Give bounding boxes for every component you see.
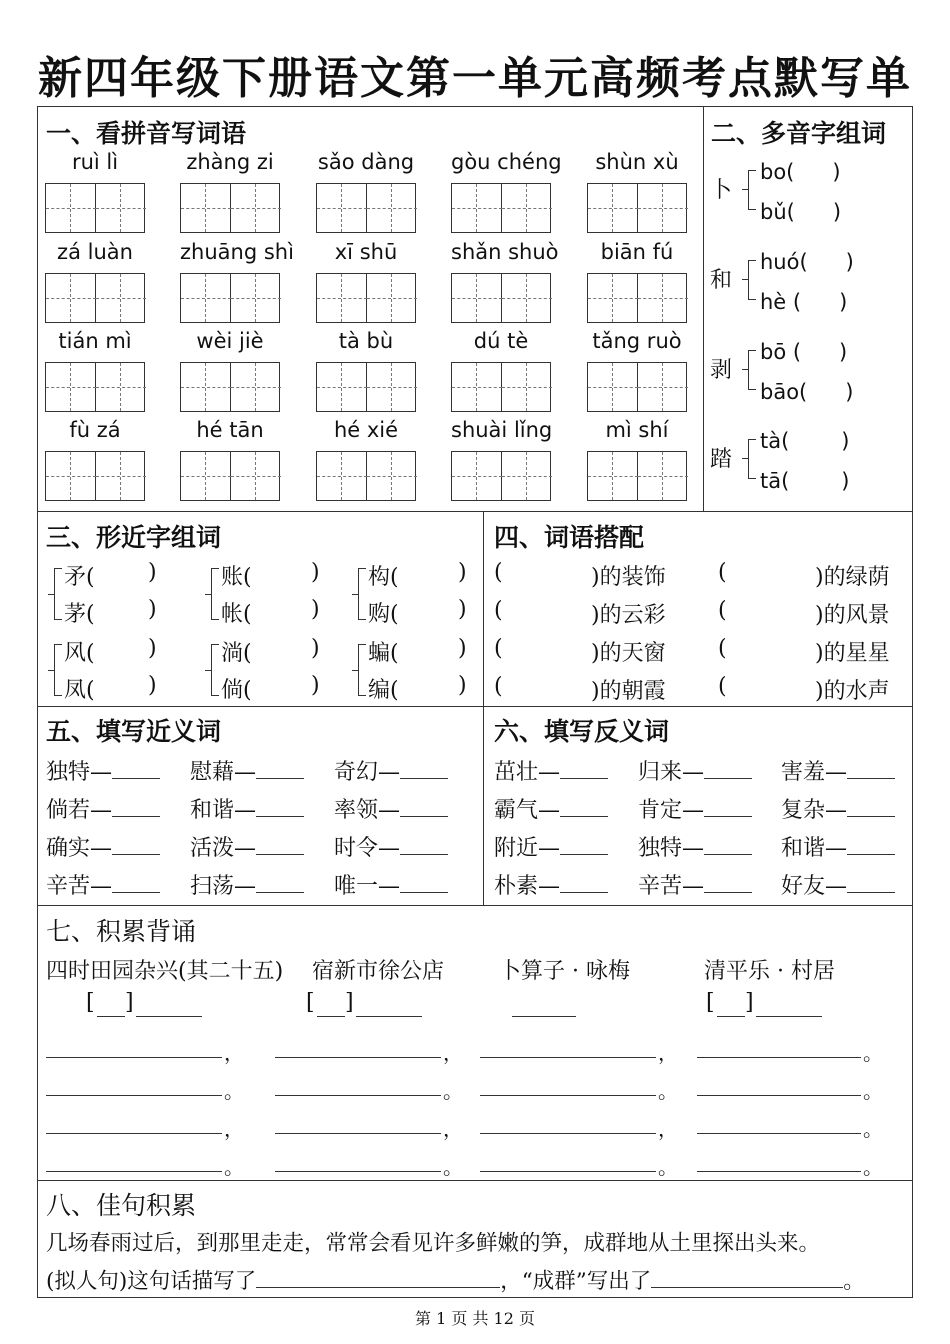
writing-grid[interactable] bbox=[45, 183, 145, 233]
divider bbox=[38, 905, 912, 906]
punctuation: 。 bbox=[658, 1079, 678, 1103]
recite-blank[interactable] bbox=[275, 1133, 441, 1134]
punctuation: 。 bbox=[863, 1155, 883, 1179]
collocation-item: )的风景 bbox=[815, 603, 890, 628]
brace bbox=[54, 568, 62, 620]
word-label: 扫荡— bbox=[190, 874, 257, 899]
writing-grid[interactable] bbox=[180, 362, 280, 412]
answer-blank[interactable] bbox=[704, 778, 752, 779]
word-blank-item bbox=[46, 755, 160, 786]
punctuation: ， bbox=[658, 1117, 678, 1141]
reading-label: tà( bbox=[760, 429, 790, 453]
poem-title: 清平乐 · 村居 bbox=[704, 959, 835, 984]
pinyin-label: shuài lǐng bbox=[451, 418, 553, 442]
brace bbox=[54, 644, 62, 696]
collocation-item[interactable]: ( bbox=[718, 560, 727, 585]
similar-char: 茅( bbox=[64, 602, 95, 627]
pinyin-label: sǎo dàng bbox=[317, 150, 415, 174]
word-label: 复杂— bbox=[781, 798, 848, 823]
writing-grid[interactable] bbox=[451, 451, 551, 501]
polyphone-char: 剥 bbox=[710, 358, 733, 383]
question-line bbox=[46, 1264, 865, 1295]
pinyin-label: hé xié bbox=[333, 418, 399, 442]
word-blank-item bbox=[638, 869, 752, 900]
collocation-word: 的水声 bbox=[823, 679, 890, 704]
recite-blank[interactable] bbox=[697, 1095, 861, 1096]
writing-grid[interactable] bbox=[587, 183, 687, 233]
answer-blank[interactable] bbox=[400, 892, 448, 893]
punctuation: ， bbox=[224, 1117, 244, 1141]
similar-char: 凤( bbox=[64, 678, 95, 703]
answer-blank[interactable] bbox=[560, 892, 608, 893]
collocation-item: )的绿荫 bbox=[815, 565, 890, 590]
recite-blank[interactable] bbox=[275, 1095, 441, 1096]
word-blank[interactable] bbox=[64, 597, 95, 628]
pinyin-label: fù zá bbox=[69, 418, 121, 442]
question-part-a: (拟人句)这句话描写了 bbox=[46, 1269, 257, 1294]
section-header: 六、填写反义词 bbox=[494, 717, 670, 746]
word-blank-item bbox=[190, 869, 304, 900]
collocation-item[interactable]: ( bbox=[718, 674, 727, 699]
word-blank-item bbox=[334, 755, 448, 786]
answer-blank[interactable] bbox=[560, 854, 608, 855]
author-blank[interactable] bbox=[512, 1016, 576, 1017]
answer-blank[interactable] bbox=[112, 816, 160, 817]
similar-char: 风( bbox=[64, 641, 95, 666]
collocation-word: 的风景 bbox=[823, 603, 890, 628]
pinyin-label: hé tān bbox=[196, 418, 264, 442]
word-blank-item bbox=[781, 831, 895, 862]
recite-blank[interactable] bbox=[480, 1095, 656, 1096]
collocation-item[interactable]: ( bbox=[718, 598, 727, 623]
section-header: 八、佳句积累 bbox=[46, 1191, 197, 1220]
paren-close: ) bbox=[311, 597, 320, 622]
brace-tip bbox=[205, 594, 212, 595]
recite-blank[interactable] bbox=[697, 1057, 861, 1058]
similar-char: 倘( bbox=[221, 678, 252, 703]
similar-char: 矛( bbox=[64, 565, 95, 590]
answer-blank[interactable] bbox=[560, 816, 608, 817]
word-blank-item bbox=[781, 755, 895, 786]
section-header: 三、形近字组词 bbox=[46, 523, 222, 552]
word-blank-item bbox=[46, 831, 160, 862]
brace-tip bbox=[742, 369, 749, 370]
collocation-item: )的天窗 bbox=[591, 641, 666, 666]
word-blank[interactable] bbox=[368, 597, 399, 628]
example-sentence: 几场春雨过后，到那里走走，常常会看见许多鲜嫩的笋，成群地从土里探出头来。 bbox=[46, 1231, 821, 1256]
page-title: 新四年级下册语文第一单元高频考点默写单 bbox=[38, 53, 912, 104]
writing-grid[interactable] bbox=[316, 273, 416, 323]
section-header: 七、积累背诵 bbox=[46, 917, 197, 946]
paren-close: ) bbox=[458, 636, 467, 661]
answer-blank[interactable] bbox=[400, 854, 448, 855]
pinyin-label: wèi jiè bbox=[196, 329, 264, 353]
word-label: 和谐— bbox=[190, 798, 257, 823]
section-header: 五、填写近义词 bbox=[46, 717, 222, 746]
collocation-item: )的装饰 bbox=[591, 565, 666, 590]
answer-blank[interactable] bbox=[256, 892, 304, 893]
pinyin-label: biān fú bbox=[600, 240, 674, 264]
answer-blank[interactable] bbox=[400, 778, 448, 779]
polyphone-char: 和 bbox=[710, 268, 733, 293]
word-label: 霸气— bbox=[494, 798, 561, 823]
brace-tip bbox=[48, 594, 55, 595]
brace bbox=[748, 350, 756, 390]
punctuation: ， bbox=[224, 1041, 244, 1065]
reading-label: bǔ( bbox=[760, 200, 795, 224]
collocation-word: 的天窗 bbox=[599, 641, 666, 666]
collocation-item[interactable]: ( bbox=[494, 674, 503, 699]
divider bbox=[38, 511, 912, 512]
writing-grid[interactable] bbox=[451, 273, 551, 323]
answer-blank[interactable] bbox=[847, 854, 895, 855]
word-blank[interactable] bbox=[368, 560, 399, 591]
dynasty-bracket-close: ] bbox=[745, 990, 754, 1015]
collocation-item: )的朝霞 bbox=[591, 679, 666, 704]
writing-grid[interactable] bbox=[45, 273, 145, 323]
word-label: 辛苦— bbox=[638, 874, 705, 899]
page-footer: 第 1 页 共 12 页 bbox=[415, 1309, 535, 1328]
punctuation: 。 bbox=[443, 1079, 463, 1103]
word-label: 率领— bbox=[334, 798, 401, 823]
word-label: 唯一— bbox=[334, 874, 401, 899]
word-blank-item bbox=[334, 831, 448, 862]
word-blank-item bbox=[334, 869, 448, 900]
collocation-item: )的星星 bbox=[815, 641, 890, 666]
word-blank-item bbox=[190, 793, 304, 824]
brace-tip bbox=[48, 670, 55, 671]
word-label: 害羞— bbox=[781, 760, 848, 785]
answer-blank[interactable] bbox=[400, 816, 448, 817]
polyphone-blank[interactable]: tà( ) bbox=[760, 429, 850, 453]
pinyin-label: zhàng zi bbox=[186, 150, 274, 174]
writing-grid[interactable] bbox=[180, 451, 280, 501]
reading-label: bāo( bbox=[760, 380, 808, 404]
pinyin-label: xī shū bbox=[334, 240, 398, 264]
writing-grid[interactable] bbox=[587, 362, 687, 412]
similar-char: 帐( bbox=[221, 602, 252, 627]
paren-close: ) bbox=[148, 560, 157, 585]
pinyin-label: ruì lì bbox=[71, 150, 119, 174]
collocation-word: 的云彩 bbox=[599, 603, 666, 628]
divider bbox=[38, 706, 912, 707]
answer-blank[interactable] bbox=[112, 854, 160, 855]
answer-blank[interactable] bbox=[256, 816, 304, 817]
collocation-word: 的绿荫 bbox=[823, 565, 890, 590]
answer-blank[interactable] bbox=[651, 1287, 843, 1288]
recite-blank[interactable] bbox=[697, 1133, 861, 1134]
paren-close: ) bbox=[148, 673, 157, 698]
author-blank[interactable] bbox=[356, 1016, 422, 1017]
writing-grid[interactable] bbox=[587, 451, 687, 501]
word-label: 慰藉— bbox=[190, 760, 257, 785]
punctuation: 。 bbox=[863, 1079, 883, 1103]
similar-char: 编( bbox=[368, 678, 399, 703]
word-blank-item bbox=[190, 831, 304, 862]
answer-blank[interactable] bbox=[256, 1287, 500, 1288]
brace bbox=[211, 644, 219, 696]
polyphone-blank[interactable]: hè ( ) bbox=[760, 290, 848, 314]
word-blank[interactable] bbox=[64, 560, 95, 591]
word-blank-item bbox=[494, 755, 608, 786]
punctuation: 。 bbox=[658, 1155, 678, 1179]
word-label: 独特— bbox=[638, 836, 705, 861]
pinyin-label: zhuāng shì bbox=[180, 240, 294, 264]
writing-grid[interactable] bbox=[45, 362, 145, 412]
section-header: 二、多音字组词 bbox=[711, 119, 887, 148]
word-blank-item bbox=[494, 831, 608, 862]
pinyin-label: mì shí bbox=[605, 418, 669, 442]
collocation-item[interactable]: ( bbox=[494, 598, 503, 623]
word-label: 奇幻— bbox=[334, 760, 401, 785]
collocation-word: 的星星 bbox=[823, 641, 890, 666]
word-blank[interactable] bbox=[221, 673, 252, 704]
word-label: 确实— bbox=[46, 836, 113, 861]
poem-title: 四时田园杂兴(其二十五) bbox=[46, 959, 284, 984]
punctuation: ， bbox=[443, 1041, 463, 1065]
brace-tip bbox=[352, 670, 359, 671]
polyphone-blank[interactable]: bǔ( ) bbox=[760, 200, 842, 224]
pinyin-label: tà bù bbox=[338, 329, 394, 353]
pinyin-label: tián mì bbox=[58, 329, 132, 353]
punctuation: 。 bbox=[224, 1079, 244, 1103]
word-blank[interactable] bbox=[221, 597, 252, 628]
punctuation: 。 bbox=[863, 1041, 883, 1065]
word-blank-item bbox=[494, 869, 608, 900]
collocation-item[interactable]: ( bbox=[718, 636, 727, 661]
polyphone-blank[interactable]: tā( ) bbox=[760, 469, 850, 493]
similar-char: 购( bbox=[368, 602, 399, 627]
punctuation: ， bbox=[658, 1041, 678, 1065]
punctuation: ， bbox=[443, 1117, 463, 1141]
paren-close: ) bbox=[458, 597, 467, 622]
writing-grid[interactable] bbox=[451, 362, 551, 412]
word-blank-item bbox=[781, 869, 895, 900]
reading-label: bō ( bbox=[760, 340, 802, 364]
brace-tip bbox=[205, 670, 212, 671]
writing-grid[interactable] bbox=[180, 273, 280, 323]
pinyin-label: shùn xù bbox=[595, 150, 679, 174]
answer-blank[interactable] bbox=[112, 778, 160, 779]
brace bbox=[211, 568, 219, 620]
paren-close: ) bbox=[311, 673, 320, 698]
answer-blank[interactable] bbox=[847, 816, 895, 817]
writing-grid[interactable] bbox=[316, 183, 416, 233]
word-label: 独特— bbox=[46, 760, 113, 785]
recite-blank[interactable] bbox=[275, 1057, 441, 1058]
reading-label: hè ( bbox=[760, 290, 802, 314]
word-blank-item bbox=[781, 793, 895, 824]
punctuation: 。 bbox=[863, 1117, 883, 1141]
writing-grid[interactable] bbox=[316, 362, 416, 412]
polyphone-char: 踏 bbox=[710, 447, 733, 472]
dynasty-blank[interactable] bbox=[97, 1016, 125, 1017]
word-label: 活泼— bbox=[190, 836, 257, 861]
dynasty-bracket-open: [ bbox=[706, 990, 715, 1015]
punctuation: 。 bbox=[224, 1155, 244, 1179]
brace-tip bbox=[742, 458, 749, 459]
collocation-item[interactable]: ( bbox=[494, 636, 503, 661]
answer-blank[interactable] bbox=[847, 892, 895, 893]
answer-blank[interactable] bbox=[704, 816, 752, 817]
word-label: 好友— bbox=[781, 874, 848, 899]
recite-blank[interactable] bbox=[46, 1095, 222, 1096]
writing-grid[interactable] bbox=[587, 273, 687, 323]
polyphone-blank[interactable]: bāo( ) bbox=[760, 380, 854, 404]
brace-tip bbox=[742, 279, 749, 280]
recite-blank[interactable] bbox=[46, 1133, 222, 1134]
word-label: 肯定— bbox=[638, 798, 705, 823]
collocation-word: 的装饰 bbox=[599, 565, 666, 590]
word-blank-item bbox=[494, 793, 608, 824]
question-part-b: ，“成群”写出了 bbox=[500, 1269, 652, 1294]
word-blank[interactable] bbox=[368, 636, 399, 667]
word-label: 茁壮— bbox=[494, 760, 561, 785]
word-blank-item bbox=[638, 755, 752, 786]
poem-title: 宿新市徐公店 bbox=[312, 959, 445, 984]
word-label: 和谐— bbox=[781, 836, 848, 861]
brace-tip bbox=[352, 594, 359, 595]
reading-label: bo( bbox=[760, 160, 795, 184]
collocation-item: )的云彩 bbox=[591, 603, 666, 628]
poem-title: 卜算子 · 咏梅 bbox=[499, 959, 630, 984]
word-label: 倘若— bbox=[46, 798, 113, 823]
dynasty-bracket-open: [ bbox=[306, 990, 315, 1015]
word-blank-item bbox=[334, 793, 448, 824]
punctuation: 。 bbox=[443, 1155, 463, 1179]
recite-blank[interactable] bbox=[46, 1171, 222, 1172]
reading-label: huó( bbox=[760, 250, 808, 274]
brace bbox=[748, 260, 756, 300]
dynasty-blank[interactable] bbox=[717, 1016, 745, 1017]
pinyin-label: shǎn shuò bbox=[451, 240, 559, 264]
paren-close: ) bbox=[311, 636, 320, 661]
similar-char: 淌( bbox=[221, 641, 252, 666]
writing-grid[interactable] bbox=[451, 183, 551, 233]
brace bbox=[358, 568, 366, 620]
word-blank-item bbox=[638, 793, 752, 824]
word-blank-item bbox=[46, 793, 160, 824]
brace bbox=[748, 170, 756, 210]
answer-blank[interactable] bbox=[112, 892, 160, 893]
pinyin-label: tǎng ruò bbox=[592, 329, 682, 353]
recite-blank[interactable] bbox=[480, 1171, 656, 1172]
word-blank[interactable] bbox=[64, 636, 95, 667]
answer-blank[interactable] bbox=[847, 778, 895, 779]
recite-blank[interactable] bbox=[275, 1171, 441, 1172]
word-label: 归来— bbox=[638, 760, 705, 785]
similar-char: 蝙( bbox=[368, 641, 399, 666]
section-header: 四、词语搭配 bbox=[494, 523, 645, 552]
similar-char: 账( bbox=[221, 565, 252, 590]
word-blank[interactable] bbox=[221, 560, 252, 591]
dynasty-blank[interactable] bbox=[317, 1016, 345, 1017]
paren-close: ) bbox=[311, 560, 320, 585]
word-label: 附近— bbox=[494, 836, 561, 861]
word-blank[interactable] bbox=[221, 636, 252, 667]
question-end: 。 bbox=[843, 1269, 865, 1294]
answer-blank[interactable] bbox=[256, 854, 304, 855]
word-blank-item bbox=[638, 831, 752, 862]
section-header: 一、看拼音写词语 bbox=[46, 119, 247, 148]
brace bbox=[748, 439, 756, 479]
polyphone-blank[interactable]: huó( ) bbox=[760, 250, 854, 274]
pinyin-label: dú tè bbox=[473, 329, 529, 353]
answer-blank[interactable] bbox=[560, 778, 608, 779]
similar-char: 构( bbox=[368, 565, 399, 590]
word-blank[interactable] bbox=[64, 673, 95, 704]
paren-close: ) bbox=[458, 560, 467, 585]
paren-close: ) bbox=[148, 597, 157, 622]
brace-tip bbox=[742, 189, 749, 190]
word-label: 时令— bbox=[334, 836, 401, 861]
author-blank[interactable] bbox=[756, 1016, 822, 1017]
writing-grid[interactable] bbox=[45, 451, 145, 501]
collocation-word: 的朝霞 bbox=[599, 679, 666, 704]
reading-label: tā( bbox=[760, 469, 790, 493]
paren-close: ) bbox=[458, 673, 467, 698]
brace bbox=[358, 644, 366, 696]
writing-grid[interactable] bbox=[316, 451, 416, 501]
recite-blank[interactable] bbox=[480, 1057, 656, 1058]
collocation-item[interactable]: ( bbox=[494, 560, 503, 585]
recite-blank[interactable] bbox=[480, 1133, 656, 1134]
polyphone-blank[interactable]: bo( ) bbox=[760, 160, 841, 184]
answer-blank[interactable] bbox=[704, 854, 752, 855]
word-blank-item bbox=[46, 869, 160, 900]
word-label: 朴素— bbox=[494, 874, 561, 899]
word-label: 辛苦— bbox=[46, 874, 113, 899]
answer-blank[interactable] bbox=[256, 778, 304, 779]
answer-blank[interactable] bbox=[704, 892, 752, 893]
divider bbox=[483, 511, 484, 905]
polyphone-char: 卜 bbox=[710, 178, 733, 203]
word-blank[interactable] bbox=[368, 673, 399, 704]
divider bbox=[703, 107, 704, 512]
dynasty-bracket-open: [ bbox=[86, 990, 95, 1015]
collocation-item: )的水声 bbox=[815, 679, 890, 704]
pinyin-label: gòu chéng bbox=[451, 150, 562, 174]
author-blank[interactable] bbox=[136, 1016, 202, 1017]
word-blank-item bbox=[190, 755, 304, 786]
paren-close: ) bbox=[148, 636, 157, 661]
dynasty-bracket-close: ] bbox=[125, 990, 134, 1015]
recite-blank[interactable] bbox=[697, 1171, 861, 1172]
polyphone-blank[interactable]: bō ( ) bbox=[760, 340, 848, 364]
recite-blank[interactable] bbox=[46, 1057, 222, 1058]
dynasty-bracket-close: ] bbox=[345, 990, 354, 1015]
pinyin-label: zá luàn bbox=[57, 240, 133, 264]
divider bbox=[38, 1180, 912, 1181]
writing-grid[interactable] bbox=[180, 183, 280, 233]
